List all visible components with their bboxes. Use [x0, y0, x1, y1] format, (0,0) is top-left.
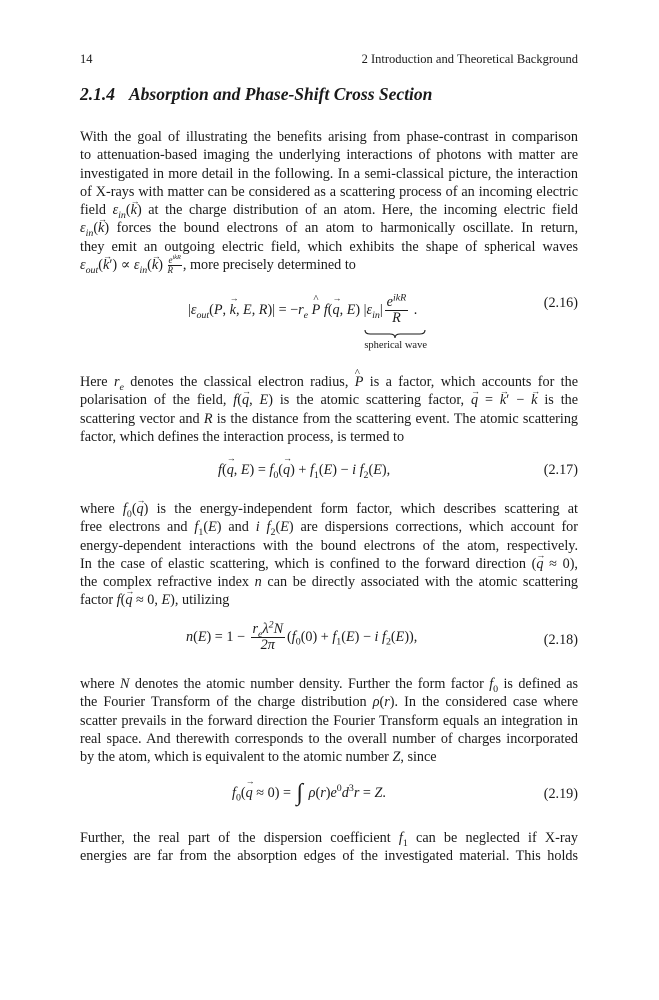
- equation-body: $f_0(\to q \approx 0)$ = ∫ $\rho(r)e^0d^3r = Z$.: [232, 780, 386, 807]
- equation-body: f(→ q, $E) = f_0(\to q) + f_1(E) - i$ $f_2(E)$,: [218, 462, 390, 479]
- page-header: [80, 52, 578, 68]
- text-line: scattering vector and R is the distance from the scattering event. The atomic scattering: [80, 410, 579, 427]
- equation-2-19: [80, 780, 578, 820]
- text-line: the Fourier Transform of the charge distribution ρ(r). In the considered case where: [80, 694, 579, 711]
- text-line: energy-dependent interactions with the bound electrons of the atom, respectively.: [80, 537, 578, 554]
- underbrace-icon: [364, 329, 426, 339]
- text-line: Here $r_e$ denotes the classical electron radius, ^ P is a factor, which accounts for the: [80, 373, 578, 391]
- text-line: to attenuation-based imaging the underlying interactions of photons with matter are: [80, 147, 578, 164]
- section-title: Absorption and Phase-Shift Cross Section: [129, 84, 433, 104]
- text-line: polarisation of the field, f(→ q, E) is the atomic scattering factor, → q = → k′ − → k is the: [80, 391, 578, 409]
- text-line: factor f(→ q ≈ 0, E), utilizing: [80, 591, 578, 609]
- text-line: of X-rays with matter can be considered as a scattering process of an incoming electric: [80, 183, 578, 200]
- equation-2-18: [80, 619, 578, 662]
- text-line: investigated in more detail in the following. In a semi-classical picture, the interaction: [80, 165, 578, 182]
- text-line: free electrons and $f_1(E)$ and i $f_2(E)$ are dispersions corrections, which account for: [80, 519, 578, 539]
- paragraph-intro: [80, 128, 578, 275]
- text-line: With the goal of illustrating the benefits arising from phase-contrast in comparison: [80, 129, 578, 145]
- brace-label: spherical wave: [364, 340, 428, 351]
- equation-number: (2.17): [543, 462, 578, 478]
- spherical-wave-term: $|\varepsilon_{in}|$ $\frac{e^{ikR}}{R}$ spherical wave: [364, 295, 411, 326]
- page-number: 14: [80, 52, 93, 66]
- paragraph-definitions: [80, 373, 578, 446]
- text-line: the complex refractive index n can be directly associated with the atomic scattering: [80, 574, 579, 591]
- equation-2-16: [80, 292, 578, 351]
- text-line: $\varepsilon_{out}(\to k') \propto \varepsilon_{in}(\to k)$ $e^{ikR}$ R , more precisely determined to: [80, 256, 578, 275]
- text-line: where $f_0(\to q)$ is the energy-independent form factor, which describes scattering at: [80, 500, 578, 518]
- text-line: factor, which defines the interaction process, is termed to: [80, 428, 405, 445]
- paragraph-dispersion: [80, 829, 578, 866]
- paragraph-form-factor: [80, 500, 578, 610]
- equation-2-17: [80, 462, 578, 502]
- section-number: 2.1.4: [80, 84, 115, 104]
- text-line: scatter prevails in the forward direction the Fourier Transform equals an integration in: [80, 712, 578, 729]
- equation-number: (2.18): [543, 632, 578, 648]
- equation-body: n(E) = 1 − $\frac{r_e\lambda^2N}{2\pi}$ ($f_0(0) + f_1(E) - i$ $f_2(E)$),: [186, 619, 418, 653]
- text-line: real space. And therewith corresponds to the overall number of charges incorporated: [80, 730, 578, 747]
- text-line: where N denotes the atomic number density. Further the form factor $f_0$ is defined as: [80, 676, 579, 695]
- equation-number: (2.19): [543, 786, 578, 802]
- paragraph-fourier: [80, 675, 578, 766]
- section-heading: [80, 84, 432, 105]
- equation-body: $|\varepsilon_{out}(P$, → k, E, $R)| = -r_e$ ^ P f(→ q, E) $|\varepsilon_{in}|$ $\frac{e^{ikR}}{R}$ spherical wave .: [188, 295, 417, 326]
- text-line: energies are far from the absorption edges of the investigated material. This holds: [80, 848, 578, 865]
- text-line: field $\varepsilon_{in}(\to k)$ at the charge distribution of an atom. Here, the incoming electric field: [80, 201, 578, 219]
- text-line: they emit an outgoing electric field, which exhibits the shape of spherical waves: [80, 238, 578, 255]
- text-line: Further, the real part of the dispersion coefficient $f_1$ can be neglected if X-ray: [80, 830, 579, 849]
- equation-number: (2.16): [543, 295, 578, 311]
- text-line: In the case of elastic scattering, which is confined to the forward direction (→ q ≈ 0),: [80, 555, 578, 573]
- running-title: 2 Introduction and Theoretical Background: [361, 52, 578, 66]
- text-line: $\varepsilon_{in}(\to k)$ forces the bound electrons of an atom to harmonically oscillate. In return,: [80, 219, 578, 237]
- text-line: by the atom, which is equivalent to the atomic number Z, since: [80, 749, 437, 766]
